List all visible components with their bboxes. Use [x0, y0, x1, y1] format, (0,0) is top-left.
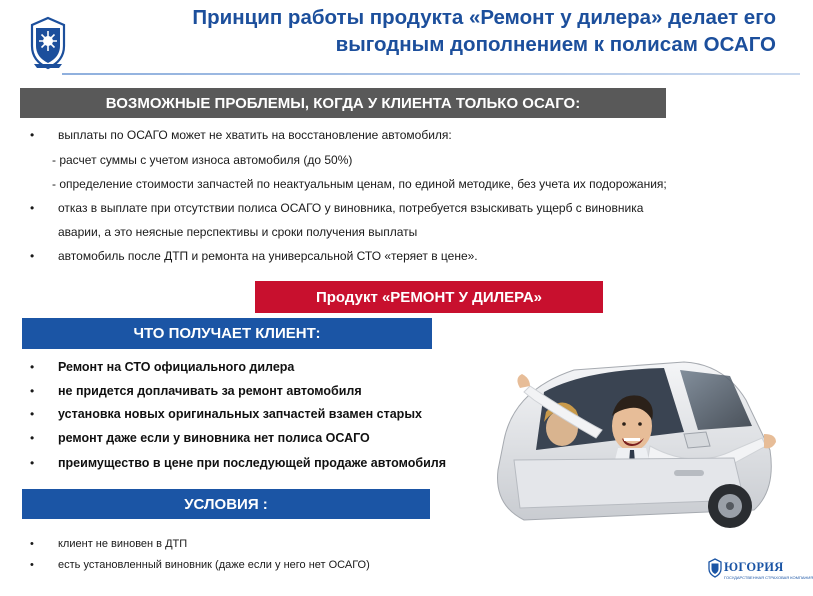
brand-name: ЮГОРИЯ	[724, 560, 784, 574]
page-title	[110, 4, 776, 58]
bullet-icon: •	[30, 431, 35, 445]
benefits-heading: ЧТО ПОЛУЧАЕТ КЛИЕНТ:	[22, 318, 432, 349]
title-line-1: Принцип работы продукта «Ремонт у дилера» делает его	[192, 6, 776, 29]
list-item: аварии, а это неясные перспективы и сроки получения выплаты	[58, 225, 418, 239]
list-item: выплаты по ОСАГО может не хватить на восстановление автомобиля:	[58, 128, 452, 142]
bullet-icon: •	[30, 559, 34, 571]
list-item: Ремонт на СТО официального дилера	[58, 360, 295, 374]
list-item: преимущество в цене при последующей продаже автомобиля	[58, 456, 446, 470]
happy-driver-car-photo	[484, 330, 780, 530]
bullet-icon: •	[30, 538, 34, 550]
bullet-icon: •	[30, 201, 35, 215]
bullet-icon: •	[30, 407, 35, 421]
bullet-icon: •	[30, 249, 35, 263]
list-item: отказ в выплате при отсутствии полиса ОСАГО у виновника, потребуется взыскивать ущерб с виновника	[58, 201, 644, 215]
list-item: установка новых оригинальных запчастей взамен старых	[58, 407, 422, 421]
shield-crest-icon	[28, 16, 68, 70]
list-item: - расчет суммы с учетом износа автомобиля (до 50%)	[52, 153, 353, 167]
title-line-2: выгодным дополнением к полисам ОСАГО	[335, 33, 776, 56]
bullet-icon: •	[30, 456, 35, 470]
list-item: есть установленный виновник (даже если у него нет ОСАГО)	[58, 559, 370, 571]
brand-logo	[708, 557, 813, 585]
list-item: ремонт даже если у виновника нет полиса ОСАГО	[58, 431, 370, 445]
conditions-heading: УСЛОВИЯ :	[22, 489, 430, 519]
bullet-icon: •	[30, 128, 35, 142]
list-item: не придется доплачивать за ремонт автомобиля	[58, 384, 362, 398]
product-banner: Продукт «РЕМОНТ У ДИЛЕРА»	[255, 281, 603, 313]
yugoria-shield-icon	[708, 558, 722, 578]
brand-tagline: ГОСУДАРСТВЕННАЯ СТРАХОВАЯ КОМПАНИЯ	[724, 575, 813, 580]
problems-heading: ВОЗМОЖНЫЕ ПРОБЛЕМЫ, КОГДА У КЛИЕНТА ТОЛЬКО ОСАГО:	[20, 88, 666, 118]
bullet-icon: •	[30, 384, 35, 398]
title-divider	[62, 73, 800, 75]
list-item: автомобиль после ДТП и ремонта на универсальной СТО «теряет в цене».	[58, 249, 478, 263]
list-item: - определение стоимости запчастей по неактуальным ценам, по единой методике, без учета их подорожания;	[52, 177, 667, 191]
bullet-icon: •	[30, 360, 35, 374]
list-item: клиент не виновен в ДТП	[58, 538, 188, 550]
